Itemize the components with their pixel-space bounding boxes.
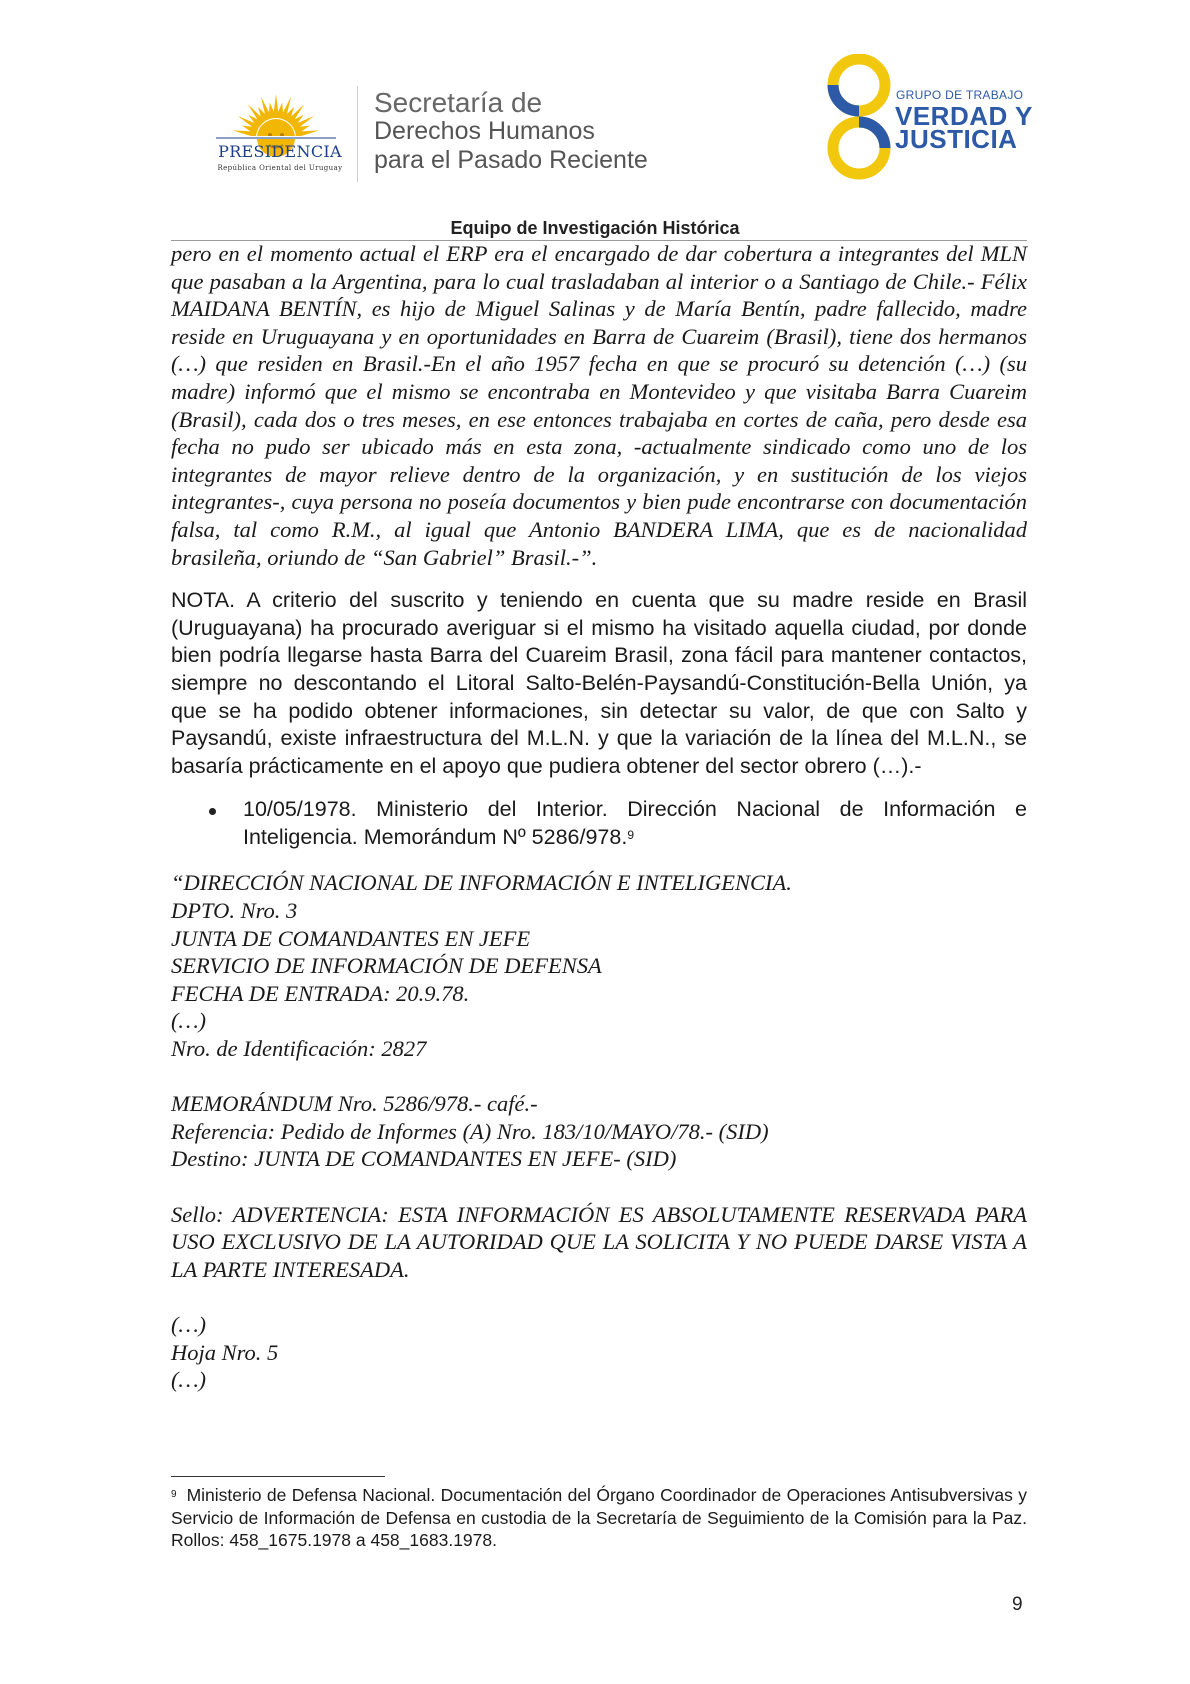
quote-paragraph: pero en el momento actual el ERP era el encargado de dar cobertura a integrantes del MLN que pasaban a la Argentina, para lo cual trasladaban al interior o a Santiago de Chile.- Félix MAIDANA BENTÍN, es hijo de Miguel Salinas y de María Bentín, padre fallecido, madre reside en Uruguayana y en oportunidades en Barra de Cuareim (Brasil), tiene dos hermanos (…) que residen en Brasil.-En el año 1957 fecha en que se procuró su detención (…) (su madre) informó que el mismo se encontraba en Montevideo y que visitaba Barra Cuareim (Brasil), cada dos o tres meses, en ese entonces trabajaba en cortes de caña, pero desde esa fecha no pudo ser ubicado más en esta zona, -actualmente sindicado como uno de los integrantes de mayor relieve dentro de la organización, y en sustitución de los viejos integrantes-, cuya persona no poseía documentos y bien pude encontrarse con documentación falsa, tal como R.M., al igual que Antonio BANDERA LIMA, que es de nacionalidad brasileña, oriundo de “San Gabriel” Brasil.-”. [171, 241, 1027, 570]
memo-line: Referencia: Pedido de Informes (A) Nro. 183/10/MAYO/78.- (SID) [171, 1118, 769, 1144]
bullet-dot-icon [209, 808, 216, 815]
memo-block-2 [171, 1090, 1027, 1173]
bullet-text-body: 10/05/1978. Ministerio del Interior. Dirección Nacional de Información e Inteligencia. Memorándum Nº 5286/978. [243, 797, 1027, 849]
memo-line: FECHA DE ENTRADA: 20.9.78. [171, 980, 470, 1006]
gtvj-title-line-2: JUSTICIA [895, 124, 1018, 154]
footnote-text: Ministerio de Defensa Nacional. Documentación del Órgano Coordinador de Operaciones Antisubversivas y Servicio de Información de Defensa en custodia de la Secretaría de Seguimiento de la Comisión para la Paz. Rollos: 458_1675.1978 a 458_1683.1978. [171, 1485, 1027, 1550]
memo-line: Destino: JUNTA DE COMANDANTES EN JEFE- (SID) [171, 1146, 677, 1172]
presidencia-subtitle: República Oriental del Uruguay [217, 164, 343, 172]
sello-paragraph: Sello: ADVERTENCIA: ESTA INFORMACIÓN ES ABSOLUTAMENTE RESERVADA PARA USO EXCLUSIVO DE LA AUTORIDAD QUE LA SOLICITA Y NO PUEDE DARSE VISTA A LA PARTE INTERESADA. [171, 1201, 1027, 1282]
memo-line: Nro. de Identificación: 2827 [171, 1036, 427, 1062]
gtvj-title-line-1: VERDAD Y [895, 101, 1033, 131]
memo-line: MEMORÁNDUM Nro. 5286/978.- café.- [171, 1091, 538, 1117]
memo-line: (…) [171, 1367, 206, 1393]
document-body [171, 240, 1027, 1394]
page-number: 9 [1012, 1594, 1023, 1615]
secretaria-title [374, 88, 648, 175]
secretaria-line-1: Secretaría de [374, 87, 543, 118]
footnote-rule [171, 1476, 385, 1477]
verdad-justicia-logo [818, 54, 900, 180]
memo-line: (…) [171, 1008, 206, 1034]
footnote-number: 9 [171, 1489, 177, 1500]
team-heading: Equipo de Investigación Histórica [450, 218, 740, 238]
memo-line: Hoja Nro. 5 [171, 1339, 279, 1365]
nota-paragraph: NOTA. A criterio del suscrito y teniendo en cuenta que su madre reside en Brasil (Uruguayana) ha procurado averiguar si el mismo ha visitado aquella ciudad, por donde bien podría llegarse hasta Barra del Cuareim Brasil, zona fácil para mantener contactos, siempre no descontando el Litoral Salto-Belén-Paysandú-Constitución-Bella Unión, ya que se ha podido obtener informaciones, sin detectar su valor, de que con Salto y Paysandú, existe infraestructura del M.L.N. y que la variación de la línea del M.L.N., se basaría prácticamente en el apoyo que pudiera obtener del sector obrero (…).- [171, 588, 1027, 778]
memo-block-1 [171, 869, 1027, 1062]
memo-block-3 [171, 1311, 1027, 1394]
secretaria-line-2: Derechos Humanos [374, 117, 595, 145]
page-header [0, 0, 1190, 200]
memo-line: SERVICIO DE INFORMACIÓN DE DEFENSA [171, 953, 602, 979]
presidencia-word: PRESIDENCIA [218, 142, 342, 161]
footnote-reference[interactable]: 9 [627, 827, 635, 842]
memo-line: JUNTA DE COMANDANTES EN JEFE [171, 925, 531, 951]
bullet-item [171, 796, 1027, 851]
memo-line: (…) [171, 1311, 206, 1337]
secretaria-line-3: para el Pasado Reciente [374, 146, 648, 174]
memo-line: DPTO. Nro. 3 [171, 898, 298, 924]
footnote [171, 1484, 1027, 1552]
memo-line: “DIRECCIÓN NACIONAL DE INFORMACIÓN E INTELIGENCIA. [171, 870, 792, 896]
bullet-text [243, 796, 1027, 851]
gtvj-subtitle: GRUPO DE TRABAJO [896, 88, 1024, 102]
header-divider [357, 86, 358, 182]
